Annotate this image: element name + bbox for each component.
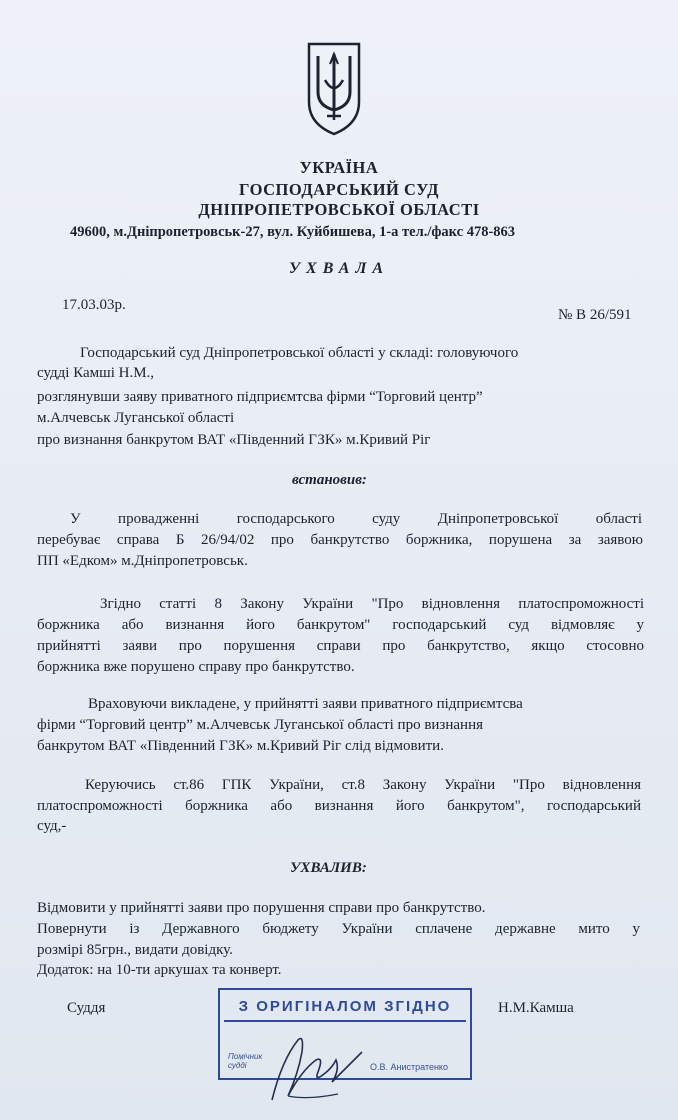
paragraph-line: У провадженні господарського суду Дніпропетровської області — [70, 511, 642, 527]
intro-line: про визнання банкрутом ВАТ «Південний ГЗК» м.Кривий Ріг — [37, 432, 431, 448]
header-region: ДНІПРОПЕТРОВСЬКОЇ ОБЛАСТІ — [198, 200, 480, 219]
document-date: 17.03.03р. — [62, 297, 126, 313]
paragraph-line: боржника вже порушено справу про банкрутство. — [37, 659, 355, 675]
paragraph-line: Керуючись ст.86 ГПК України, ст.8 Закону України "Про відновлення — [85, 777, 641, 793]
paragraph-line: фірми “Торговий центр” м.Алчевськ Луганської області про визнання — [37, 717, 484, 733]
established-heading: встановив: — [292, 472, 367, 488]
stamp-role-line: судді — [228, 1061, 247, 1070]
intro-line: розглянувши заяву приватного підприємтсва фірми “Торговий центр” — [37, 389, 483, 405]
resolution-line: Відмовити у прийнятті заяви про порушення справи про банкрутство. — [37, 900, 486, 916]
paragraph-line: перебуває справа Б 26/94/02 про банкрутство боржника, порушена за заявою — [37, 532, 643, 548]
signature-role: Суддя — [67, 1000, 106, 1016]
paragraph-line: ПП «Едком» м.Дніпропетровськ. — [37, 553, 248, 569]
header-court: ГОСПОДАРСЬКИЙ СУД — [238, 180, 439, 199]
resolved-heading: УХВАЛИВ: — [290, 860, 367, 876]
handwritten-signature — [258, 1030, 378, 1110]
stamp-role-line: Помічник — [228, 1052, 263, 1061]
resolution-line: Повернути із Державного бюджету України сплачене державне мито у — [37, 921, 640, 937]
header-country: УКРАЇНА — [299, 158, 379, 177]
document-title: УХВАЛА — [288, 260, 390, 277]
paragraph-line: Згідно статті 8 Закону України "Про відновлення платоспроможності — [100, 596, 644, 612]
paragraph-line: Враховуючи викладене, у прийнятті заяви приватного підприємтсва — [88, 696, 523, 712]
resolution-line: Додаток: на 10-ти аркушах та конверт. — [37, 962, 282, 978]
case-number: № В 26/591 — [558, 307, 632, 323]
paragraph-line: суд,- — [37, 818, 67, 834]
court-address: 49600, м.Дніпропетровськ-27, вул. Куйбишева, 1-а тел./факс 478-863 — [70, 224, 516, 240]
stamp-title: З ОРИГІНАЛОМ ЗГІДНО — [224, 996, 466, 1022]
paragraph-line: платоспроможності боржника або визнання його банкрутом", господарський — [37, 798, 641, 814]
paragraph-line: прийнятті заяви про порушення справи про банкрутство, якщо стосовно — [37, 638, 644, 654]
resolution-line: розмірі 85грн., видати довідку. — [37, 942, 233, 958]
paragraph-line: боржника або визнання його банкрутом" господарський суд відмовляє у — [37, 617, 644, 633]
stamp-name: О.В. Анистратенко — [370, 1062, 448, 1072]
intro-line: Господарський суд Дніпропетровської області у складі: головуючого — [80, 345, 519, 361]
paragraph-line: банкрутом ВАТ «Південний ГЗК» м.Кривий Ріг слід відмовити. — [37, 738, 444, 754]
signature-name: Н.М.Камша — [498, 1000, 574, 1016]
intro-line: судді Камші Н.М., — [37, 365, 155, 381]
coat-of-arms-icon — [305, 40, 363, 136]
intro-line: м.Алчевськ Луганської області — [37, 410, 235, 426]
